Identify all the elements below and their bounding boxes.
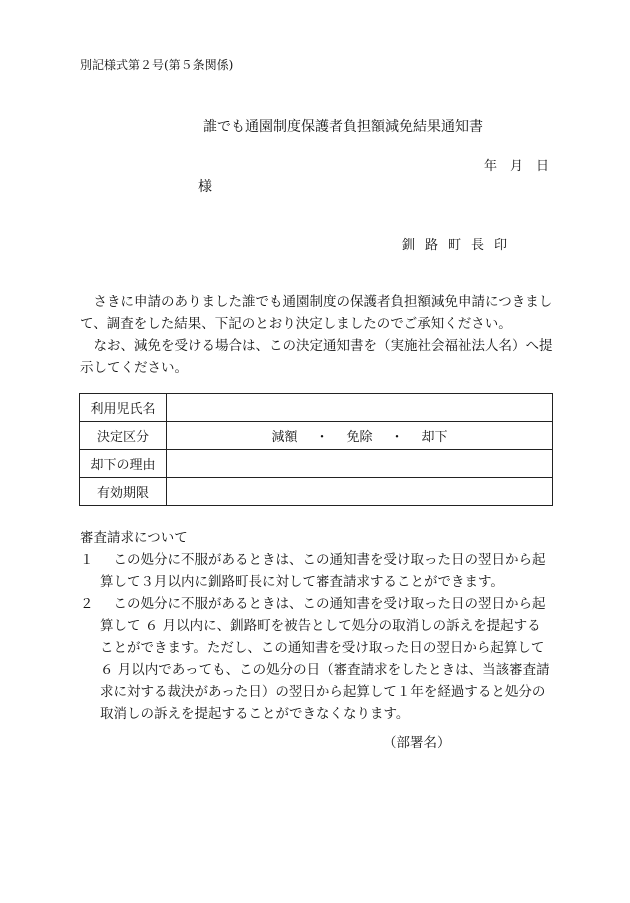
separator: ・ (390, 430, 404, 445)
separator: ・ (315, 430, 329, 445)
item-number: １ (80, 552, 94, 568)
body-paragraph: なお、減免を受ける場合は、この決定通知書を（実施社会福祉法人名）へ提示してください。 (80, 338, 553, 376)
item-text: この処分に不服があるときは、この通知書を受け取った日の翌日から起算して ６ 月以内に、釧路町を被告として処分の取消しの訴えを提起することができます。ただし、この通知書を受け取った日の翌日から起算して ６ 月以内であっても、この処分の日（審査請求をしたときは、当該審査請求に対する裁決があった日）の翌日から起算して１年を経過すると処分の取消しの訴えを提起することができなくなります。 (100, 596, 550, 722)
table-row (80, 422, 553, 450)
expiry-field (167, 478, 553, 506)
child-name-field (167, 394, 553, 422)
item-number: ２ (80, 596, 94, 612)
form-number: 別記様式第２号(第５条関係) (80, 58, 234, 72)
table-label: 有効期限 (80, 478, 167, 506)
table-label: 利用児氏名 (80, 394, 167, 422)
result-table (79, 393, 553, 506)
decision-options (167, 422, 553, 450)
table-row (80, 478, 553, 506)
document-title: 誰でも通園制度保護者負担額減免結果通知書 (203, 119, 483, 135)
body-paragraph: さきに申請のありました誰でも通園制度の保護者負担額減免申請につきまして、調査をした結果、下記のとおり決定しましたのでご承知ください。 (80, 294, 553, 332)
table-row (80, 394, 553, 422)
item-text: この処分に不服があるときは、この通知書を受け取った日の翌日から起算して３月以内に釧路町長に対して審査請求することができます。 (100, 552, 546, 590)
body-text (80, 291, 554, 379)
department-name: （部署名） (383, 735, 451, 751)
table-row (80, 450, 553, 478)
decision-option: 免除 (346, 430, 373, 445)
table-label: 決定区分 (80, 422, 167, 450)
appeal-section (80, 527, 554, 725)
appeal-item (80, 549, 554, 593)
date-line: 年 月 日 (484, 159, 550, 174)
decision-option: 減額 (271, 430, 298, 445)
rejection-reason-field (167, 450, 553, 478)
decision-option: 却下 (421, 430, 448, 445)
table-label: 却下の理由 (80, 450, 167, 478)
appeal-item (80, 593, 554, 725)
recipient-suffix: 様 (198, 179, 212, 195)
appeal-heading: 審査請求について (80, 530, 188, 546)
issuer-seal: 釧路町長印 (402, 238, 518, 253)
